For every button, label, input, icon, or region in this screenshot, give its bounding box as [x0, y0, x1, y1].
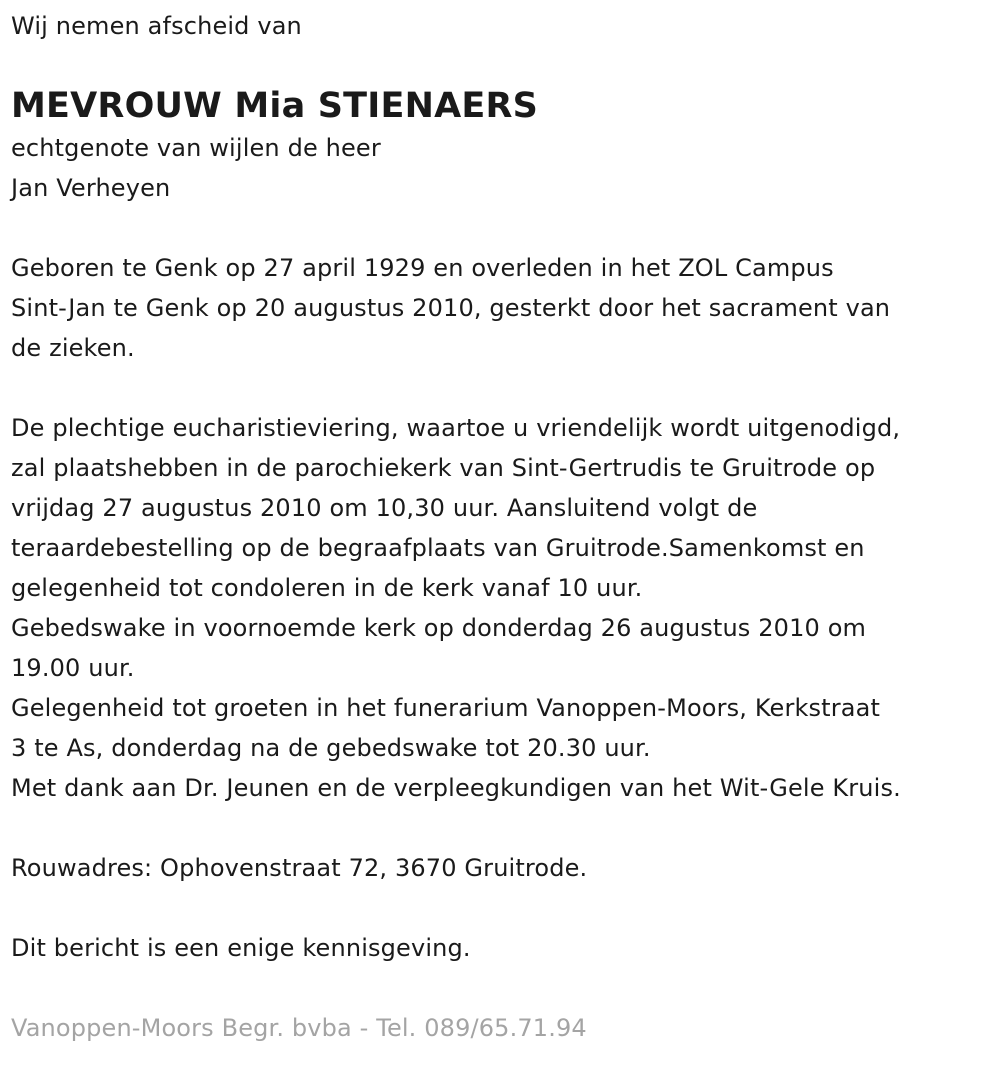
ceremony-line: Gebedswake in voornoemde kerk op donderdag 26 augustus 2010 om [11, 614, 867, 642]
deceased-name: MEVROUW Mia STIENAERS [11, 86, 539, 126]
death-notice [11, 8, 991, 1048]
spacer [11, 968, 991, 1008]
intro-text: Wij nemen afscheid van [11, 12, 302, 40]
spacer [11, 888, 991, 928]
ceremony-paragraph [11, 408, 991, 808]
ceremony-line: vrijdag 27 augustus 2010 om 10,30 uur. Aansluitend volgt de [11, 494, 758, 522]
mourning-address: Rouwadres: Ophovenstraat 72, 3670 Gruitrode. [11, 854, 588, 882]
spouse-line-2: Jan Verheyen [11, 174, 171, 202]
birth-death-line: de zieken. [11, 334, 135, 362]
spacer [11, 208, 991, 248]
ceremony-line: 3 te As, donderdag na de gebedswake tot 20.30 uur. [11, 734, 651, 762]
birth-death-paragraph [11, 248, 991, 368]
ceremony-line: Gelegenheid tot groeten in het funerarium Vanoppen-Moors, Kerkstraat [11, 694, 881, 722]
ceremony-line: De plechtige eucharistieviering, waartoe u vriendelijk wordt uitgenodigd, [11, 414, 901, 442]
birth-death-line: Geboren te Genk op 27 april 1929 en overleden in het ZOL Campus [11, 254, 834, 282]
spacer [11, 368, 991, 408]
notice-statement: Dit bericht is een enige kennisgeving. [11, 934, 471, 962]
ceremony-line: 19.00 uur. [11, 654, 135, 682]
ceremony-line: teraardebestelling op de begraafplaats van Gruitrode.Samenkomst en [11, 534, 865, 562]
spouse-line-1: echtgenote van wijlen de heer [11, 134, 381, 162]
birth-death-line: Sint-Jan te Genk op 20 augustus 2010, gesterkt door het sacrament van [11, 294, 891, 322]
ceremony-line: zal plaatshebben in de parochiekerk van Sint-Gertrudis te Gruitrode op [11, 454, 876, 482]
ceremony-line: gelegenheid tot condoleren in de kerk vanaf 10 uur. [11, 574, 643, 602]
spacer [11, 808, 991, 848]
ceremony-line: Met dank aan Dr. Jeunen en de verpleegkundigen van het Wit-Gele Kruis. [11, 774, 901, 802]
funeral-home-footer: Vanoppen-Moors Begr. bvba - Tel. 089/65.71.94 [11, 1014, 587, 1042]
